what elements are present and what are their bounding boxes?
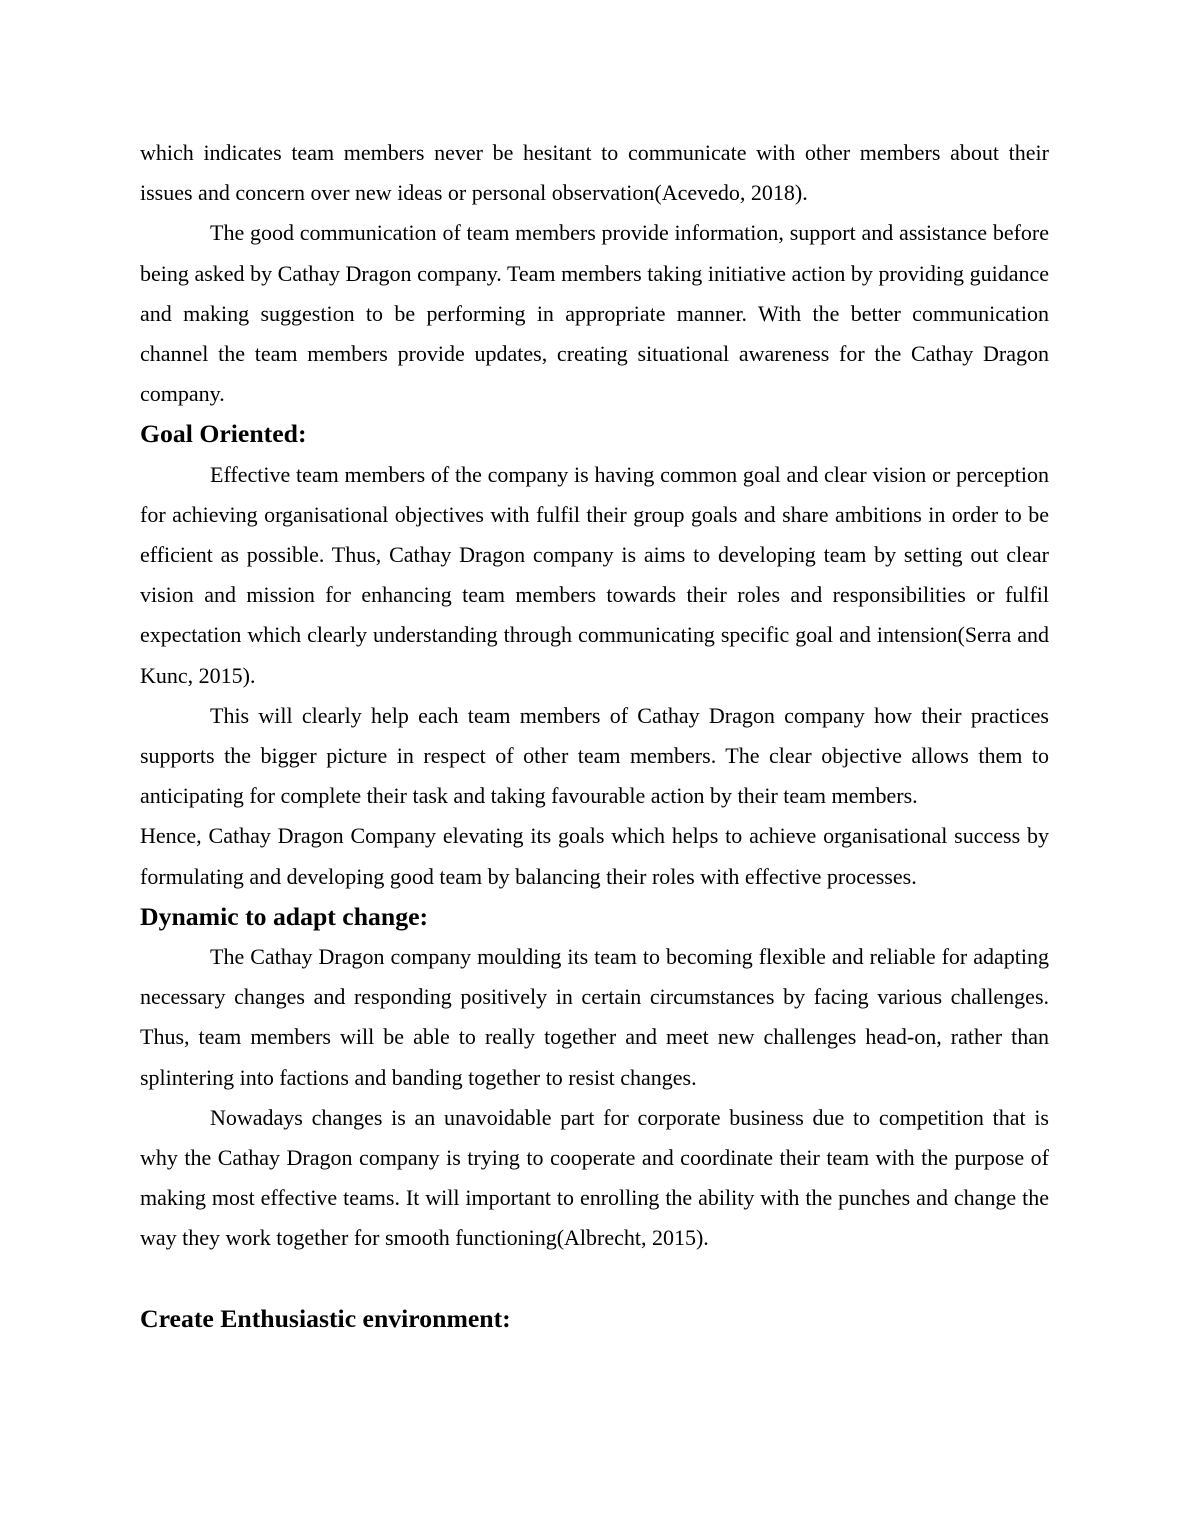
paragraph-clear-objective: This will clearly help each team members of Cathay Dragon company how their practices supports the bigger picture in respect of other team members. The clear objective allows them to anticipating for complete their task and taking favourable action by their team members. — [140, 702, 1049, 809]
document-page — [140, 133, 1049, 1339]
paragraph-unavoidable-changes: Nowadays changes is an unavoidable part for corporate business due to competition that is why the Cathay Dragon company is trying to cooperate and coordinate their team with the purpose of making most effective teams. It will important to enrolling the ability with the punches and change the way they work together for smooth functioning(Albrecht, 2015). — [140, 1104, 1049, 1251]
blank-line — [140, 1259, 1049, 1299]
heading-dynamic-to-adapt-change: Dynamic to adapt change: — [140, 901, 429, 931]
heading-goal-oriented: Goal Oriented: — [140, 419, 307, 449]
paragraph-good-communication: The good communication of team members provide information, support and assistance before being asked by Cathay Dragon company. Team members taking initiative action by providing guidance and making suggestion to be performing in appropriate manner. With the better communication channel the team members provide updates, creating situational awareness for the Cathay Dragon company. — [140, 220, 1049, 407]
paragraph-communication-continued: which indicates team members never be hesitant to communicate with other members about their issues and concern over new ideas or personal observation(Acevedo, 2018). — [140, 140, 1049, 206]
paragraph-elevating-goals: Hence, Cathay Dragon Company elevating its goals which helps to achieve organisational success by formulating and developing good team by balancing their roles with effective processes. — [140, 823, 1049, 889]
paragraph-effective-team-members: Effective team members of the company is having common goal and clear vision or perception for achieving organisational objectives with fulfil their group goals and share ambitions in order to be efficient as possible. Thus, Cathay Dragon company is aims to developing team by setting out clear vision and mission for enhancing team members towards their roles and responsibilities or fulfil expectation which clearly understanding through communicating specific goal and intension(Serra and Kunc, 2015). — [140, 461, 1049, 688]
paragraph-moulding-team: The Cathay Dragon company moulding its team to becoming flexible and reliable for adapting necessary changes and responding positively in certain circumstances by facing various challenges. Thus, team members will be able to really together and meet new challenges head-on, rather than splintering into factions and banding together to resist changes. — [140, 944, 1049, 1090]
heading-create-enthusiastic-environment: Create Enthusiastic environment: — [140, 1303, 511, 1333]
